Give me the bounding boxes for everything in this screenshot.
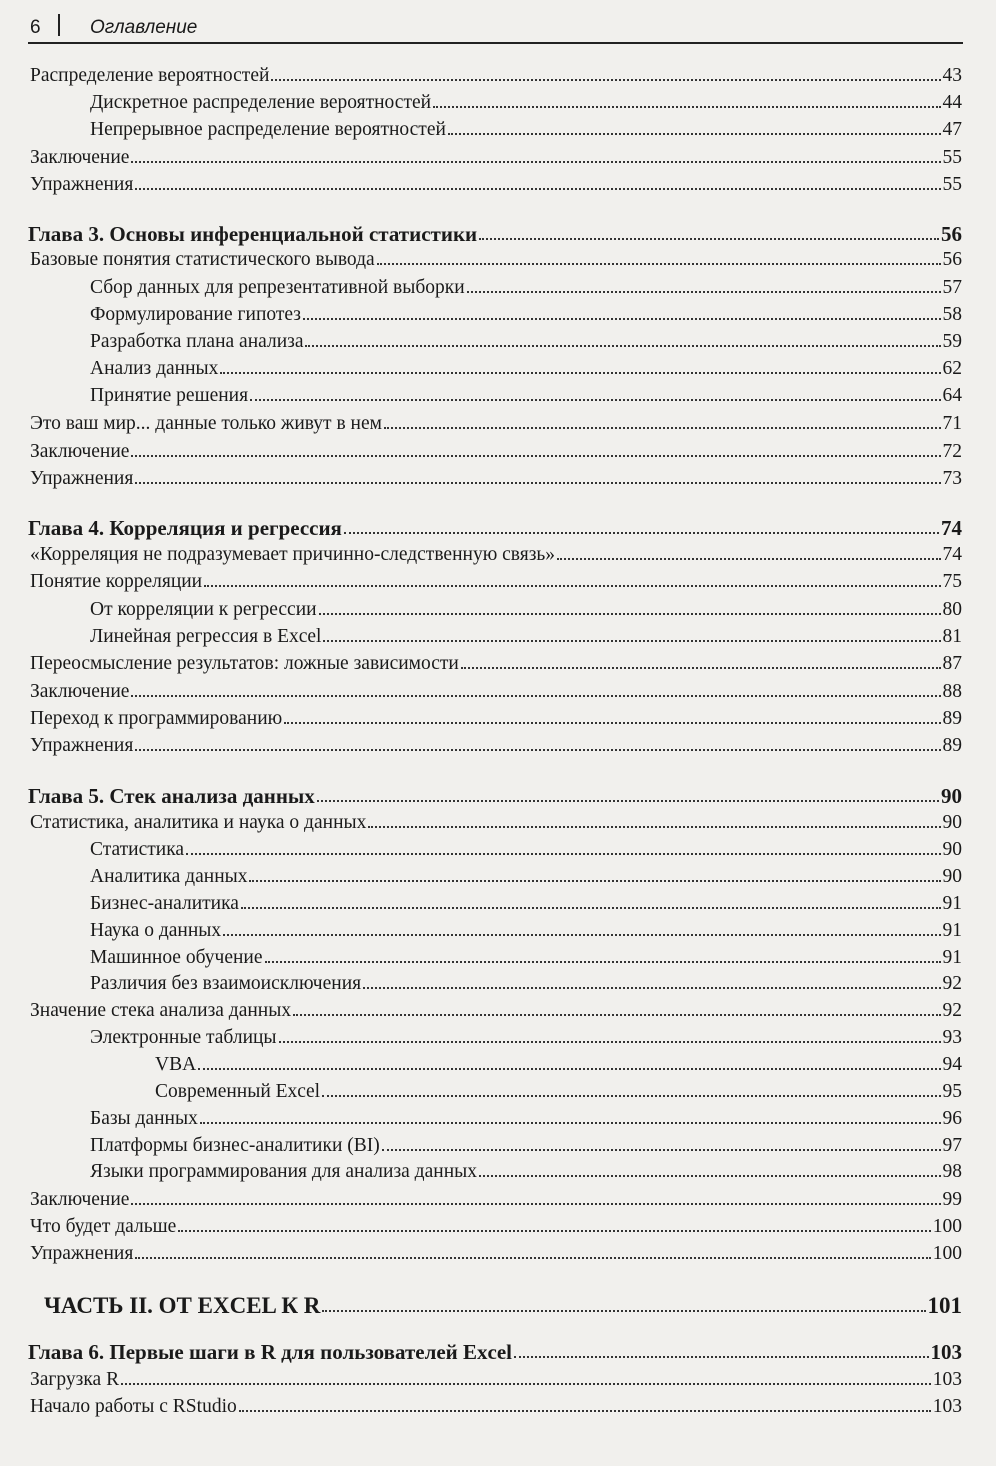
dot-leader bbox=[131, 1202, 940, 1205]
dot-leader bbox=[433, 105, 940, 108]
toc-entry-page: 55 bbox=[942, 174, 962, 195]
toc-entry-title: Глава 5. Стек анализа данных bbox=[28, 784, 315, 808]
toc-entry-title: Глава 6. Первые шаги в R для пользователей Excel bbox=[28, 1340, 513, 1364]
toc-entry bbox=[90, 974, 962, 994]
toc-entry bbox=[90, 359, 962, 379]
toc-entry-title: Сбор данных для репрезентативной выборки bbox=[90, 277, 465, 298]
dot-leader bbox=[467, 290, 941, 293]
toc-entry-title: Электронные таблицы bbox=[90, 1027, 277, 1048]
toc-entry-title: «Корреляция не подразумевает причинно-следственную связь» bbox=[30, 544, 556, 565]
toc-entry-page: 72 bbox=[942, 441, 962, 462]
toc-entry-page: 47 bbox=[942, 119, 962, 140]
toc-entry bbox=[30, 1397, 962, 1417]
toc-entry bbox=[90, 627, 962, 647]
toc-entry bbox=[28, 786, 962, 807]
toc-entry bbox=[30, 250, 962, 270]
toc-entry bbox=[90, 1028, 962, 1048]
toc-entry bbox=[90, 93, 962, 113]
toc-entry-title: Заключение bbox=[30, 441, 130, 462]
toc-entry-title: Переосмысление результатов: ложные зависимости bbox=[30, 653, 459, 674]
dot-leader bbox=[322, 1309, 925, 1312]
toc-entry-page: 58 bbox=[942, 304, 962, 325]
dot-leader bbox=[479, 1174, 941, 1177]
toc-entry bbox=[90, 840, 962, 860]
toc-entry-title: Глава 3. Основы инференциальной статистики bbox=[28, 222, 478, 246]
toc-entry bbox=[28, 224, 962, 245]
toc-entry-page: 62 bbox=[942, 358, 962, 379]
header-title: Оглавление bbox=[90, 17, 198, 38]
toc-entry-title: Заключение bbox=[30, 681, 130, 702]
toc-entry-title: Упражнения bbox=[30, 174, 134, 195]
toc-entry bbox=[30, 1370, 962, 1390]
toc-entry bbox=[28, 1342, 962, 1363]
toc-entry-page: 89 bbox=[942, 735, 962, 756]
dot-leader bbox=[131, 454, 940, 457]
toc-entry-page: 92 bbox=[942, 973, 962, 994]
toc-entry-title: Линейная регрессия в Excel bbox=[90, 626, 322, 647]
toc-entry-title: Базы данных bbox=[90, 1108, 198, 1129]
dot-leader bbox=[131, 694, 940, 697]
dot-leader bbox=[461, 666, 941, 669]
toc-entry-page: 74 bbox=[942, 544, 962, 565]
dot-leader bbox=[303, 317, 941, 320]
toc-entry bbox=[30, 1190, 962, 1210]
toc-entry-page: 90 bbox=[942, 812, 962, 833]
toc-entry-title: Машинное обучение bbox=[90, 947, 263, 968]
dot-leader bbox=[448, 132, 941, 135]
toc-entry bbox=[30, 654, 962, 674]
toc-entry bbox=[155, 1082, 962, 1102]
toc-entry bbox=[30, 469, 962, 489]
toc-entry bbox=[30, 1217, 962, 1237]
toc-entry-page: 90 bbox=[942, 839, 962, 860]
toc-entry bbox=[90, 600, 962, 620]
toc-entry bbox=[44, 1294, 962, 1317]
dot-leader bbox=[368, 825, 940, 828]
toc-entry-page: 92 bbox=[942, 1000, 962, 1021]
toc-entry bbox=[90, 921, 962, 941]
toc-entry bbox=[30, 175, 962, 195]
toc-entry-title: Упражнения bbox=[30, 1243, 134, 1264]
toc-entry-page: 74 bbox=[941, 516, 962, 540]
toc-entry bbox=[30, 66, 962, 86]
toc-entry bbox=[30, 709, 962, 729]
toc-entry-title: Начало работы с RStudio bbox=[30, 1396, 237, 1417]
toc-entry-title: Заключение bbox=[30, 147, 130, 168]
toc-entry-title: Распределение вероятностей bbox=[30, 65, 270, 86]
dot-leader bbox=[322, 1094, 940, 1097]
toc-entry-title: Упражнения bbox=[30, 735, 134, 756]
toc-entry-title: Бизнес-аналитика bbox=[90, 893, 239, 914]
toc-entry bbox=[30, 148, 962, 168]
toc-entry-page: 100 bbox=[932, 1243, 962, 1264]
dot-leader bbox=[384, 426, 941, 429]
toc-entry bbox=[30, 414, 962, 434]
toc-entry-title: Переход к программированию bbox=[30, 708, 283, 729]
dot-leader bbox=[279, 1040, 941, 1043]
toc-entry-page: 100 bbox=[932, 1216, 962, 1237]
toc-entry-page: 90 bbox=[942, 866, 962, 887]
toc-entry-page: 64 bbox=[942, 385, 962, 406]
toc-entry-title: Непрерывное распределение вероятностей bbox=[90, 119, 446, 140]
dot-leader bbox=[344, 531, 939, 534]
toc-entry-page: 94 bbox=[942, 1054, 962, 1075]
dot-leader bbox=[479, 237, 939, 240]
dot-leader bbox=[271, 78, 940, 81]
toc-entry bbox=[90, 120, 962, 140]
toc-entry-title: Языки программирования для анализа данных bbox=[90, 1161, 477, 1182]
dot-leader bbox=[382, 1148, 941, 1151]
toc-entry-page: 93 bbox=[942, 1027, 962, 1048]
toc-entry-page: 103 bbox=[930, 1340, 962, 1364]
toc-entry-title: Различия без взаимоисключения bbox=[90, 973, 362, 994]
toc-entry-title: VBA bbox=[155, 1054, 197, 1075]
toc-entry-page: 103 bbox=[932, 1396, 962, 1417]
toc-entry-title: Разработка плана анализа bbox=[90, 331, 304, 352]
dot-leader bbox=[377, 262, 941, 265]
dot-leader bbox=[131, 160, 940, 163]
toc-entry-title: Статистика bbox=[90, 839, 185, 860]
toc-entry bbox=[90, 305, 962, 325]
toc-entry-title: Это ваш мир... данные только живут в нем bbox=[30, 413, 382, 434]
toc-entry bbox=[28, 518, 962, 539]
dot-leader bbox=[204, 584, 940, 587]
toc-entry-page: 101 bbox=[927, 1293, 962, 1318]
toc-entry-title: Что будет дальше bbox=[30, 1216, 177, 1237]
toc-entry-title: Глава 4. Корреляция и регрессия bbox=[28, 516, 342, 540]
dot-leader bbox=[305, 344, 940, 347]
toc-entry-page: 95 bbox=[942, 1081, 962, 1102]
dot-leader bbox=[249, 879, 940, 882]
toc-entry bbox=[30, 1244, 962, 1264]
dot-leader bbox=[317, 799, 939, 802]
dot-leader bbox=[241, 906, 941, 909]
toc-entry-page: 81 bbox=[942, 626, 962, 647]
toc-entry bbox=[155, 1055, 962, 1075]
toc-entry-title: Загрузка R bbox=[30, 1369, 120, 1390]
toc-entry bbox=[90, 278, 962, 298]
toc-entry bbox=[90, 1136, 962, 1156]
toc-entry-page: 96 bbox=[942, 1108, 962, 1129]
toc-entry-title: Понятие корреляции bbox=[30, 571, 203, 592]
toc-entry-title: Платформы бизнес-аналитики (BI) bbox=[90, 1135, 380, 1156]
toc-entry-page: 56 bbox=[941, 222, 962, 246]
toc-entry-page: 57 bbox=[942, 277, 962, 298]
toc-entry bbox=[90, 1162, 962, 1182]
toc-entry-page: 55 bbox=[942, 147, 962, 168]
toc-entry-title: Базовые понятия статистического вывода bbox=[30, 249, 375, 270]
toc-entry-title: От корреляции к регрессии bbox=[90, 599, 317, 620]
toc-entry-page: 71 bbox=[942, 413, 962, 434]
dot-leader bbox=[557, 557, 940, 560]
toc-entry-page: 75 bbox=[942, 571, 962, 592]
toc-entry-page: 56 bbox=[942, 249, 962, 270]
toc-entry-page: 73 bbox=[942, 468, 962, 489]
toc-entry-title: Анализ данных bbox=[90, 358, 219, 379]
toc-entry-page: 89 bbox=[942, 708, 962, 729]
toc-entry bbox=[30, 545, 962, 565]
toc-entry-page: 87 bbox=[942, 653, 962, 674]
toc-entry-page: 91 bbox=[942, 947, 962, 968]
dot-leader bbox=[363, 986, 940, 989]
dot-leader bbox=[198, 1067, 940, 1070]
dot-leader bbox=[284, 721, 940, 724]
toc-entry-title: Упражнения bbox=[30, 468, 134, 489]
toc-entry-page: 91 bbox=[942, 920, 962, 941]
dot-leader bbox=[514, 1355, 928, 1358]
toc-entry bbox=[30, 572, 962, 592]
dot-leader bbox=[239, 1409, 931, 1412]
dot-leader bbox=[186, 852, 940, 855]
toc-entry-title: Наука о данных bbox=[90, 920, 222, 941]
toc-entry-page: 103 bbox=[932, 1369, 962, 1390]
dot-leader bbox=[200, 1121, 941, 1124]
page-number: 6 bbox=[30, 17, 41, 38]
dot-leader bbox=[178, 1229, 930, 1232]
toc-entry-title: Аналитика данных bbox=[90, 866, 248, 887]
toc-entry bbox=[30, 442, 962, 462]
toc-entry-title: Дискретное распределение вероятностей bbox=[90, 92, 432, 113]
dot-leader bbox=[223, 933, 940, 936]
toc-entry-page: 88 bbox=[942, 681, 962, 702]
dot-leader bbox=[250, 398, 940, 401]
toc-entry bbox=[90, 948, 962, 968]
toc-entry-title: Принятие решения bbox=[90, 385, 249, 406]
toc-entry-page: 44 bbox=[942, 92, 962, 113]
toc-entry bbox=[30, 813, 962, 833]
toc-entry bbox=[90, 1109, 962, 1129]
toc-entry bbox=[90, 332, 962, 352]
dot-leader bbox=[135, 748, 940, 751]
toc-entry bbox=[30, 736, 962, 756]
toc-entry-title: Заключение bbox=[30, 1189, 130, 1210]
dot-leader bbox=[220, 371, 940, 374]
toc-entry-page: 98 bbox=[942, 1161, 962, 1182]
dot-leader bbox=[121, 1382, 931, 1385]
toc-entry-page: 90 bbox=[941, 784, 962, 808]
toc-entry bbox=[90, 867, 962, 887]
toc-entry-title: Современный Excel bbox=[155, 1081, 321, 1102]
toc-entry-title: Формулирование гипотез bbox=[90, 304, 301, 325]
dot-leader bbox=[135, 1256, 930, 1259]
toc-entry-title: ЧАСТЬ II. ОТ EXCEL К R bbox=[44, 1293, 321, 1318]
toc-entry bbox=[90, 894, 962, 914]
toc-entry-page: 59 bbox=[942, 331, 962, 352]
dot-leader bbox=[293, 1013, 940, 1016]
toc-entry-title: Статистика, аналитика и наука о данных bbox=[30, 812, 367, 833]
toc-entry-page: 80 bbox=[942, 599, 962, 620]
dot-leader bbox=[319, 612, 941, 615]
toc-entry-title: Значение стека анализа данных bbox=[30, 1000, 292, 1021]
dot-leader bbox=[135, 481, 940, 484]
dot-leader bbox=[265, 960, 941, 963]
toc-entry-page: 99 bbox=[942, 1189, 962, 1210]
dot-leader bbox=[323, 639, 940, 642]
toc-entry bbox=[30, 682, 962, 702]
dot-leader bbox=[135, 187, 940, 190]
toc-entry bbox=[30, 1001, 962, 1021]
toc-entry-page: 43 bbox=[942, 65, 962, 86]
toc-entry-page: 97 bbox=[942, 1135, 962, 1156]
toc-entry bbox=[90, 386, 962, 406]
toc-entry-page: 91 bbox=[942, 893, 962, 914]
